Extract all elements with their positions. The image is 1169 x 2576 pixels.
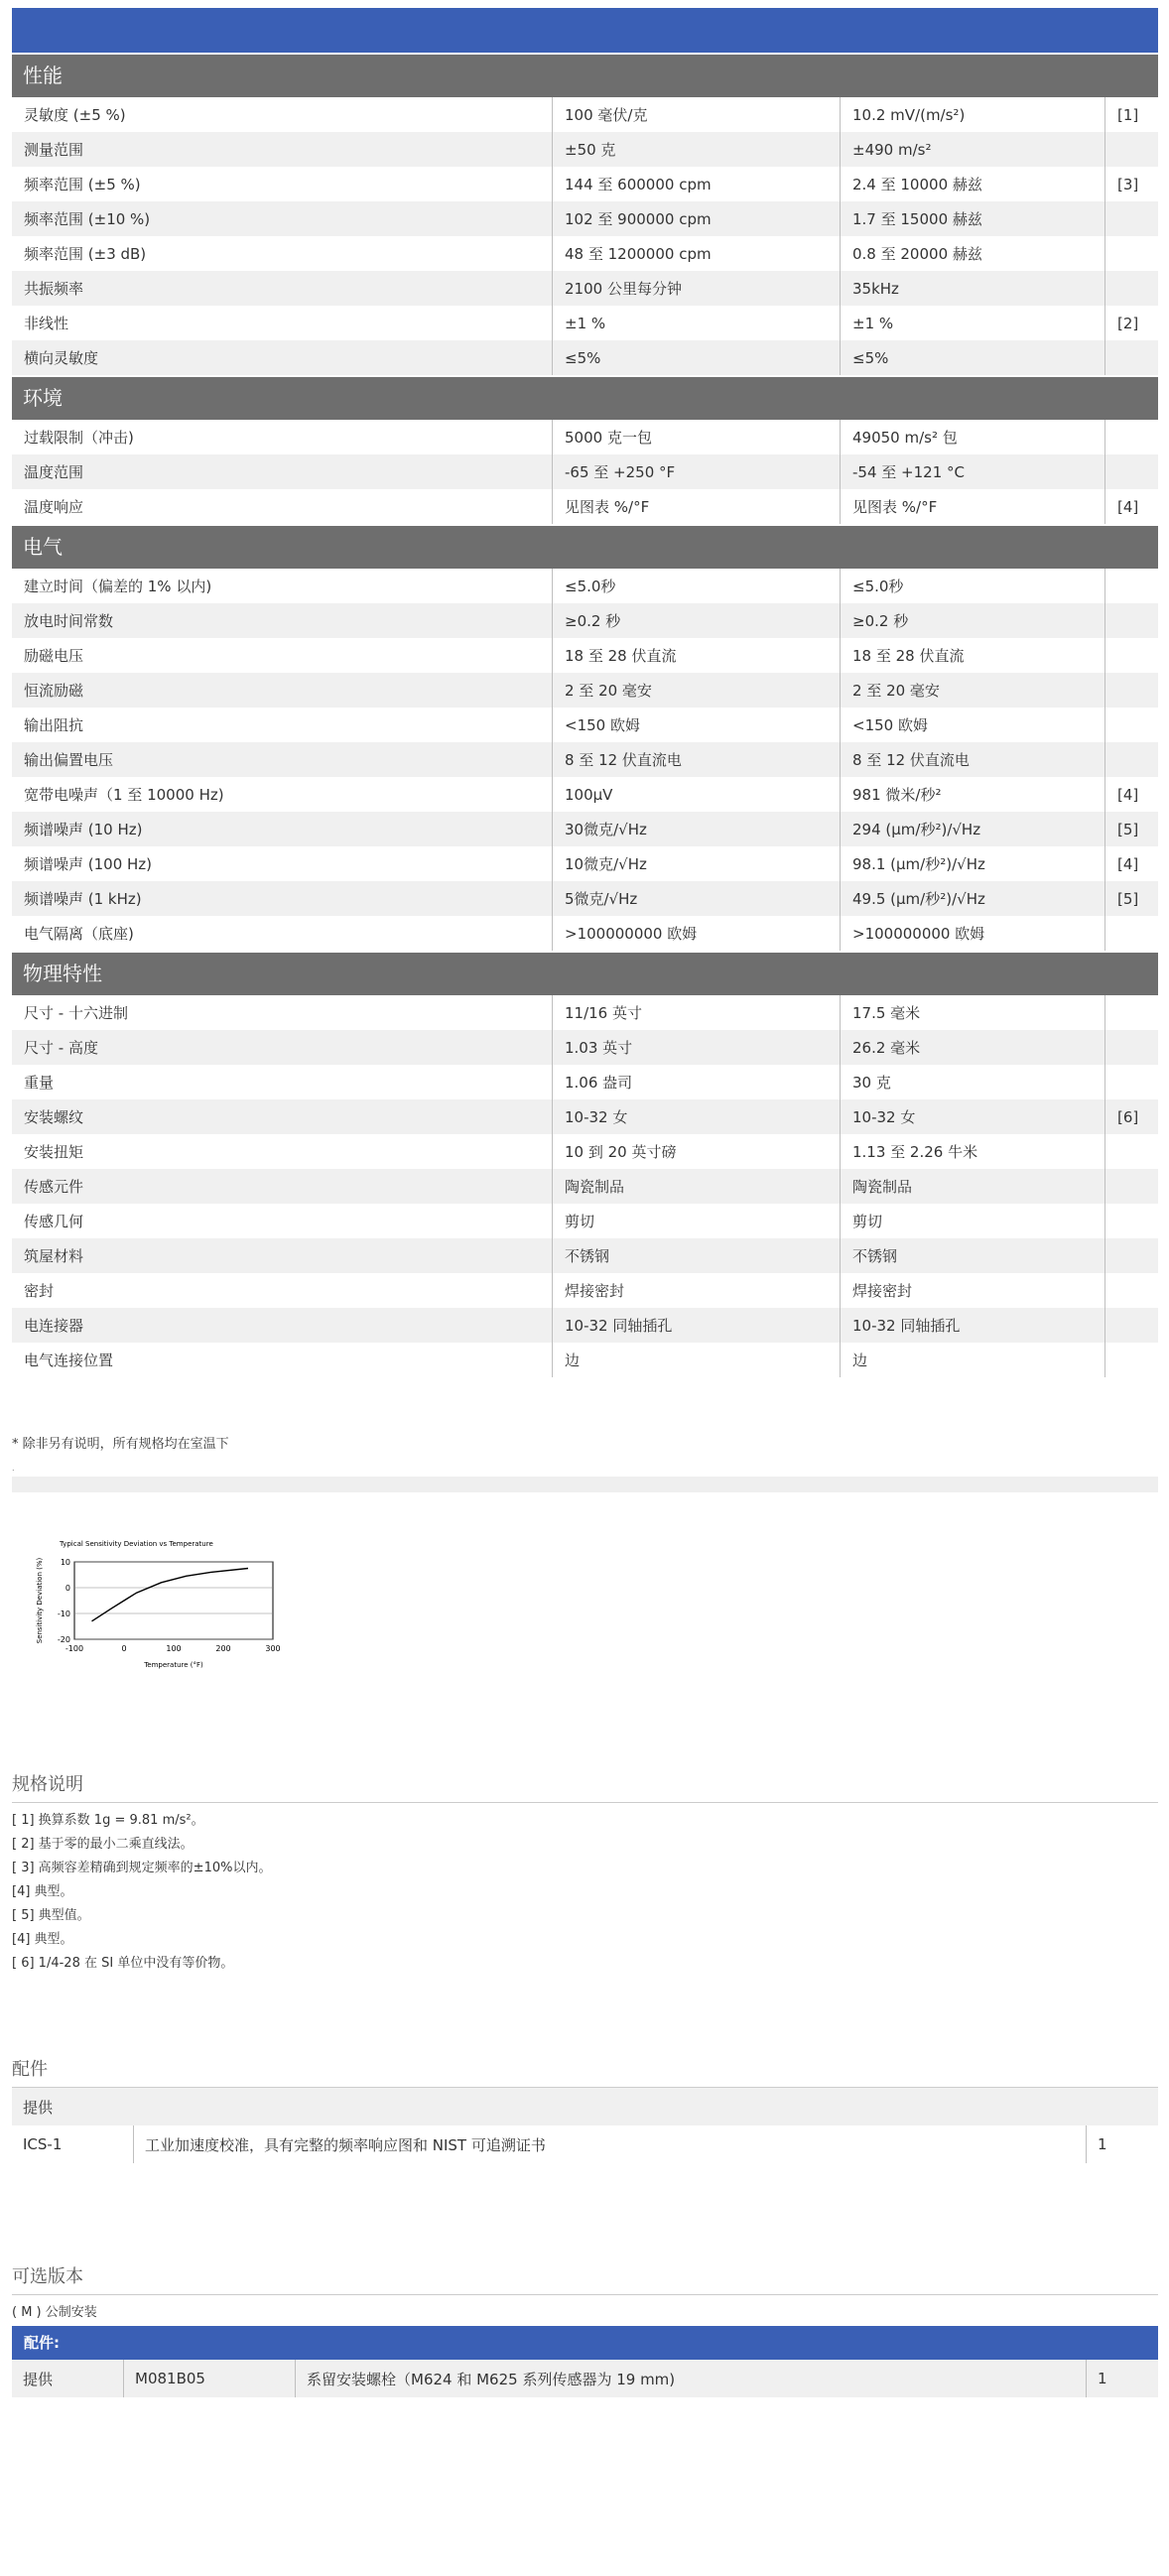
section-header: 物理特性	[12, 953, 1158, 995]
spec-value-si: 不锈钢	[841, 1238, 1105, 1273]
opt-supply: 提供	[12, 2360, 124, 2397]
spec-table	[12, 97, 1158, 375]
spec-table	[12, 420, 1158, 524]
y-axis-label: Sensitivity Deviation (%)	[36, 1557, 44, 1644]
opt-desc: 系留安装螺栓（M624 和 M625 系列传感器为 19 mm)	[296, 2360, 1087, 2397]
spec-footnote-ref	[1105, 1169, 1159, 1204]
options-subtitle: ( M ) 公制安装	[12, 2305, 97, 2320]
spec-footnote-ref: [4]	[1105, 846, 1159, 881]
acc-qty: 1	[1098, 2135, 1107, 2153]
spec-row	[12, 881, 1158, 916]
spec-value-imperial: 144 至 600000 cpm	[553, 167, 841, 201]
spec-value-imperial: ±1 %	[553, 306, 841, 340]
spec-row	[12, 1030, 1158, 1065]
acc-desc: 工业加速度校准，具有完整的频率响应图和 NIST 可追溯证书	[134, 2125, 1087, 2163]
spec-row	[12, 812, 1158, 846]
spec-value-si: 35kHz	[841, 271, 1105, 306]
spec-row	[12, 1169, 1158, 1204]
spec-label: 过载限制（冲击)	[12, 420, 553, 454]
spec-row	[12, 1134, 1158, 1169]
spec-row	[12, 708, 1158, 742]
spec-footnote-ref	[1105, 569, 1159, 603]
spec-table	[12, 995, 1158, 1377]
spec-label: 恒流励磁	[12, 673, 553, 708]
spec-row	[12, 1238, 1158, 1273]
spec-value-imperial: -65 至 +250 °F	[553, 454, 841, 489]
spec-label: 密封	[12, 1273, 553, 1308]
temperature-chart	[20, 1532, 298, 1691]
spec-value-si: 2 至 20 毫安	[841, 673, 1105, 708]
opt-qty: 1	[1098, 2370, 1107, 2387]
spec-row	[12, 454, 1158, 489]
header-bar	[12, 8, 1158, 53]
spec-label: 温度范围	[12, 454, 553, 489]
spec-row	[12, 1273, 1158, 1308]
spec-value-imperial: 8 至 12 伏直流电	[553, 742, 841, 777]
spec-value-si: 49.5 (µm/秒²)/√Hz	[841, 881, 1105, 916]
spec-row	[12, 420, 1158, 454]
spec-label: 电连接器	[12, 1308, 553, 1343]
spec-value-imperial: 10-32 同轴插孔	[553, 1308, 841, 1343]
spec-row	[12, 236, 1158, 271]
footnotes-list	[12, 1809, 1158, 1976]
spec-value-imperial: 102 至 900000 cpm	[553, 201, 841, 236]
spec-footnote-ref	[1105, 236, 1159, 271]
spec-value-si: 1.13 至 2.26 牛米	[841, 1134, 1105, 1169]
y-tick-label: -20	[57, 1635, 70, 1644]
spec-value-imperial: ≥0.2 秒	[553, 603, 841, 638]
spec-footnote-ref: [2]	[1105, 306, 1159, 340]
spec-row	[12, 742, 1158, 777]
spec-value-imperial: >100000000 欧姆	[553, 916, 841, 951]
spec-value-si: -54 至 +121 °C	[841, 454, 1105, 489]
section-header: 电气	[12, 526, 1158, 569]
opt-model: M081B05	[124, 2360, 296, 2397]
spec-value-si: 焊接密封	[841, 1273, 1105, 1308]
spec-label: 共振频率	[12, 271, 553, 306]
spec-value-imperial: <150 欧姆	[553, 708, 841, 742]
footnote: [ 5] 典型值。	[12, 1908, 90, 1923]
spec-table	[12, 569, 1158, 951]
x-tick-label: 300	[265, 1644, 281, 1653]
spec-footnote-ref	[1105, 708, 1159, 742]
spec-value-si: ≤5.0秒	[841, 569, 1105, 603]
spec-value-si: ≤5%	[841, 340, 1105, 375]
accessories-table	[12, 2088, 1158, 2163]
y-tick-label: -10	[57, 1610, 70, 1618]
spec-value-si: 30 克	[841, 1065, 1105, 1099]
spec-value-si: 10.2 mV/(m/s²)	[841, 97, 1105, 132]
spec-value-imperial: 100 毫伏/克	[553, 97, 841, 132]
spec-value-imperial: 2 至 20 毫安	[553, 673, 841, 708]
spec-value-imperial: 边	[553, 1343, 841, 1377]
spec-label: 温度响应	[12, 489, 553, 524]
spec-row	[12, 132, 1158, 167]
spec-value-si: 294 (µm/秒²)/√Hz	[841, 812, 1105, 846]
options-header: 配件:	[12, 2326, 1158, 2360]
spec-value-si: 10-32 女	[841, 1099, 1105, 1134]
chart-svg	[20, 1532, 298, 1691]
spec-footnote-ref	[1105, 132, 1159, 167]
acc-model: ICS-1	[12, 2125, 134, 2163]
spec-row	[12, 1099, 1158, 1134]
spec-footnote-ref: [6]	[1105, 1099, 1159, 1134]
spec-label: 放电时间常数	[12, 603, 553, 638]
note-dot: .	[12, 1464, 15, 1473]
spec-value-imperial: ≤5%	[553, 340, 841, 375]
spec-label: 频谱噪声 (1 kHz)	[12, 881, 553, 916]
spec-row	[12, 340, 1158, 375]
spec-label: 励磁电压	[12, 638, 553, 673]
spec-value-si: 98.1 (µm/秒²)/√Hz	[841, 846, 1105, 881]
spec-footnote-ref: [5]	[1105, 881, 1159, 916]
spec-row	[12, 846, 1158, 881]
spec-footnote-ref	[1105, 1030, 1159, 1065]
spec-label: 电气隔离（底座)	[12, 916, 553, 951]
spec-row	[12, 995, 1158, 1030]
spec-value-imperial: 不锈钢	[553, 1238, 841, 1273]
spec-row	[12, 638, 1158, 673]
spec-value-si: 0.8 至 20000 赫兹	[841, 236, 1105, 271]
spec-value-imperial: 5微克/√Hz	[553, 881, 841, 916]
spec-footnote-ref	[1105, 1134, 1159, 1169]
spec-footnote-ref	[1105, 454, 1159, 489]
spec-value-si: 49050 m/s² 包	[841, 420, 1105, 454]
footnote: [ 1] 换算系数 1g = 9.81 m/s²。	[12, 1813, 204, 1828]
spec-value-si: 26.2 毫米	[841, 1030, 1105, 1065]
spec-value-si: 10-32 同轴插孔	[841, 1308, 1105, 1343]
footnote: [4] 典型。	[12, 1932, 73, 1947]
y-tick-label: 0	[65, 1584, 70, 1593]
footnote: [ 2] 基于零的最小二乘直线法。	[12, 1837, 194, 1852]
spec-label: 尺寸 - 十六进制	[12, 995, 553, 1030]
spec-footnote-ref	[1105, 1065, 1159, 1099]
spec-label: 横向灵敏度	[12, 340, 553, 375]
spec-value-imperial: ≤5.0秒	[553, 569, 841, 603]
spec-label: 建立时间（偏差的 1% 以内)	[12, 569, 553, 603]
spec-footnote-ref: [4]	[1105, 489, 1159, 524]
options-title: 可选版本	[12, 2262, 1158, 2295]
x-tick-label: 100	[166, 1644, 182, 1653]
spec-label: 频率范围 (±5 %)	[12, 167, 553, 201]
spec-value-si: 剪切	[841, 1204, 1105, 1238]
spec-footnote-ref	[1105, 201, 1159, 236]
room-temp-note: * 除非另有说明，所有规格均在室温下	[12, 1437, 229, 1452]
spec-label: 测量范围	[12, 132, 553, 167]
spec-row	[12, 673, 1158, 708]
spec-value-imperial: ±50 克	[553, 132, 841, 167]
spec-footnote-ref	[1105, 271, 1159, 306]
options-table	[12, 2360, 1158, 2397]
spec-value-si: ±1 %	[841, 306, 1105, 340]
spec-value-imperial: 2100 公里每分钟	[553, 271, 841, 306]
spec-value-si: 陶瓷制品	[841, 1169, 1105, 1204]
spec-label: 频谱噪声 (10 Hz)	[12, 812, 553, 846]
spec-value-imperial: 48 至 1200000 cpm	[553, 236, 841, 271]
spec-row	[12, 1204, 1158, 1238]
footnote: [ 6] 1/4-28 在 SI 单位中没有等价物。	[12, 1956, 234, 1971]
spec-value-imperial: 焊接密封	[553, 1273, 841, 1308]
spec-label: 安装扭矩	[12, 1134, 553, 1169]
spec-row	[12, 167, 1158, 201]
spec-label: 输出阻抗	[12, 708, 553, 742]
spec-footnote-ref	[1105, 995, 1159, 1030]
spec-value-imperial: 1.06 盎司	[553, 1065, 841, 1099]
spec-value-imperial: 100µV	[553, 777, 841, 812]
spec-value-imperial: 1.03 英寸	[553, 1030, 841, 1065]
spec-value-si: 1.7 至 15000 赫兹	[841, 201, 1105, 236]
spec-value-imperial: 陶瓷制品	[553, 1169, 841, 1204]
spec-label: 传感元件	[12, 1169, 553, 1204]
spec-row	[12, 569, 1158, 603]
spec-value-si: 边	[841, 1343, 1105, 1377]
spec-footnote-ref	[1105, 673, 1159, 708]
spec-footnote-ref	[1105, 638, 1159, 673]
spec-value-si: >100000000 欧姆	[841, 916, 1105, 951]
spec-footnote-ref	[1105, 603, 1159, 638]
chart-frame	[74, 1562, 273, 1639]
spec-label: 筑屋材料	[12, 1238, 553, 1273]
spec-row	[12, 1065, 1158, 1099]
spec-value-si: 2.4 至 10000 赫兹	[841, 167, 1105, 201]
datasheet	[12, 0, 1158, 2397]
spec-row	[12, 97, 1158, 132]
spec-label: 频谱噪声 (100 Hz)	[12, 846, 553, 881]
spec-footnote-ref	[1105, 1308, 1159, 1343]
spec-value-si: 8 至 12 伏直流电	[841, 742, 1105, 777]
spec-row	[12, 603, 1158, 638]
spec-value-imperial: 10 到 20 英寸磅	[553, 1134, 841, 1169]
spec-label: 尺寸 - 高度	[12, 1030, 553, 1065]
spec-label: 宽带电噪声（1 至 10000 Hz)	[12, 777, 553, 812]
spec-footnote-ref	[1105, 1204, 1159, 1238]
spec-footnote-ref: [1]	[1105, 97, 1159, 132]
x-tick-label: -100	[65, 1644, 84, 1653]
spec-footnote-ref: [5]	[1105, 812, 1159, 846]
spec-value-si: 18 至 28 伏直流	[841, 638, 1105, 673]
spec-label: 输出偏置电压	[12, 742, 553, 777]
spec-footnote-ref	[1105, 420, 1159, 454]
x-axis-label: Temperature (°F)	[144, 1661, 203, 1669]
spec-label: 重量	[12, 1065, 553, 1099]
spec-value-si: 见图表 %/°F	[841, 489, 1105, 524]
spec-value-imperial: 见图表 %/°F	[553, 489, 841, 524]
spec-value-imperial: 10微克/√Hz	[553, 846, 841, 881]
spec-footnote-ref: [3]	[1105, 167, 1159, 201]
spec-value-si: 981 微米/秒²	[841, 777, 1105, 812]
spec-footnote-ref	[1105, 1343, 1159, 1377]
x-tick-label: 0	[121, 1644, 127, 1653]
spec-row	[12, 306, 1158, 340]
accessories-title: 配件	[12, 2055, 1158, 2088]
spec-value-si: 17.5 毫米	[841, 995, 1105, 1030]
spec-footnote-ref: [4]	[1105, 777, 1159, 812]
spec-label: 安装螺纹	[12, 1099, 553, 1134]
y-tick-label: 10	[60, 1558, 70, 1567]
spec-value-imperial: 11/16 英寸	[553, 995, 841, 1030]
footnotes-title: 规格说明	[12, 1770, 1158, 1803]
spec-row	[12, 916, 1158, 951]
chart-title: Typical Sensitivity Deviation vs Temperature	[60, 1540, 213, 1548]
spec-label: 频率范围 (±10 %)	[12, 201, 553, 236]
spec-sections	[12, 55, 1158, 1377]
spec-label: 频率范围 (±3 dB)	[12, 236, 553, 271]
spec-footnote-ref	[1105, 916, 1159, 951]
spec-row	[12, 1308, 1158, 1343]
accessories-header: 提供	[12, 2088, 1158, 2125]
spec-value-imperial: 30微克/√Hz	[553, 812, 841, 846]
spec-value-imperial: 18 至 28 伏直流	[553, 638, 841, 673]
spec-value-si: ±490 m/s²	[841, 132, 1105, 167]
spec-value-imperial: 10-32 女	[553, 1099, 841, 1134]
footnote: [4] 典型。	[12, 1884, 73, 1899]
spec-row	[12, 271, 1158, 306]
spec-label: 非线性	[12, 306, 553, 340]
spec-footnote-ref	[1105, 340, 1159, 375]
spec-value-imperial: 剪切	[553, 1204, 841, 1238]
spec-value-si: ≥0.2 秒	[841, 603, 1105, 638]
spec-label: 传感几何	[12, 1204, 553, 1238]
spec-value-si: <150 欧姆	[841, 708, 1105, 742]
spec-footnote-ref	[1105, 1238, 1159, 1273]
spec-label: 灵敏度 (±5 %)	[12, 97, 553, 132]
spec-footnote-ref	[1105, 1273, 1159, 1308]
section-header: 环境	[12, 377, 1158, 420]
spec-footnote-ref	[1105, 742, 1159, 777]
spec-label: 电气连接位置	[12, 1343, 553, 1377]
spec-row	[12, 489, 1158, 524]
spec-row	[12, 1343, 1158, 1377]
divider-bar	[12, 1477, 1158, 1492]
x-tick-label: 200	[215, 1644, 231, 1653]
footnote: [ 3] 高频容差精确到规定频率的±10%以内。	[12, 1861, 272, 1875]
section-header: 性能	[12, 55, 1158, 97]
spec-value-imperial: 5000 克一包	[553, 420, 841, 454]
spec-row	[12, 777, 1158, 812]
spec-row	[12, 201, 1158, 236]
